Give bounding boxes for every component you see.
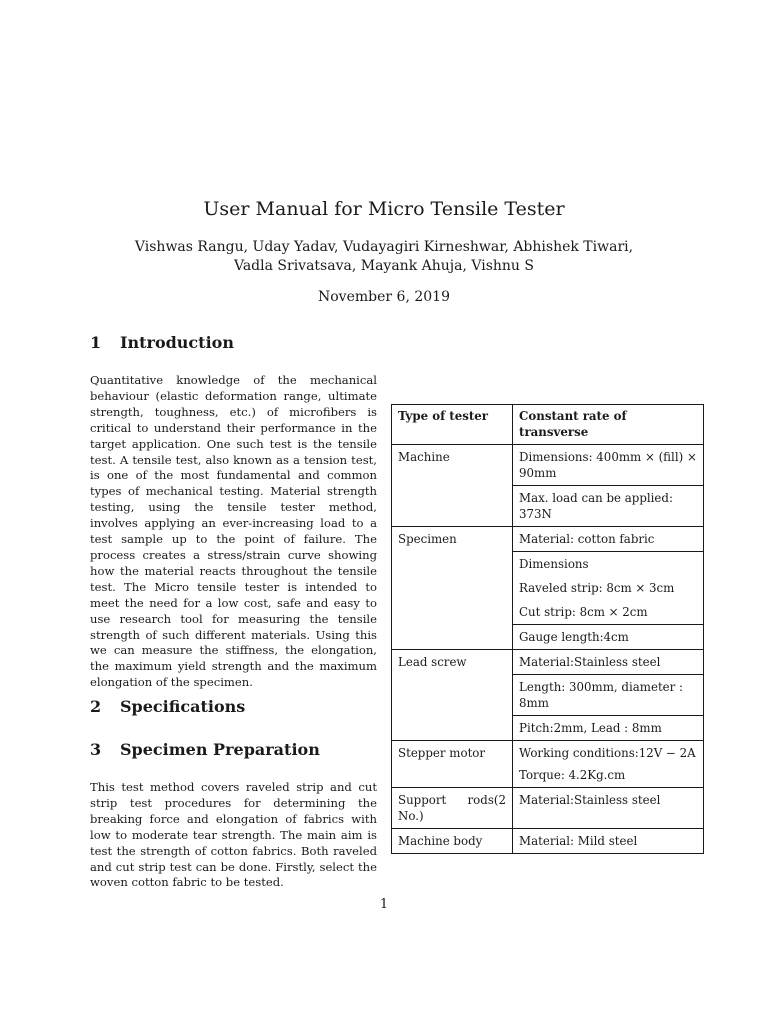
table-header-cell: Constant rate of transverse — [513, 405, 704, 445]
table-header-row — [392, 405, 704, 445]
table-row — [392, 650, 704, 675]
specifications-table — [391, 404, 704, 854]
author-list — [120, 238, 648, 276]
table-cell-component: Lead screw — [392, 650, 513, 741]
section-title: Specifications — [120, 697, 246, 716]
table-row — [392, 527, 704, 552]
section-title: Introduction — [120, 333, 234, 352]
section-number: 1 — [90, 333, 102, 352]
table-row — [392, 829, 704, 854]
table-cell-spec: Cut strip: 8cm × 2cm — [513, 598, 704, 625]
table-cell-spec: Pitch:2mm, Lead : 8mm — [513, 716, 704, 741]
table-row — [392, 741, 704, 788]
author-line-2: Vadla Srivatsava, Mayank Ahuja, Vishnu S — [234, 258, 534, 274]
section-number: 2 — [90, 697, 102, 716]
page-number: 1 — [379, 897, 389, 912]
table-cell-spec: Length: 300mm, diameter : 8mm — [513, 675, 704, 716]
section-number: 3 — [90, 740, 102, 759]
section-heading-introduction — [90, 332, 234, 354]
section-heading-specimen-preparation — [90, 739, 320, 761]
paper-title: User Manual for Micro Tensile Tester — [203, 198, 565, 220]
table-row — [392, 788, 704, 829]
table-cell-component: Machine — [392, 445, 513, 527]
table-cell-component: Stepper motor — [392, 741, 513, 788]
table-cell-spec: Raveled strip: 8cm × 3cm — [513, 574, 704, 598]
table-cell-spec: Gauge length:4cm — [513, 625, 704, 650]
section-heading-specifications — [90, 696, 245, 718]
table-cell-spec: Dimensions: 400mm × (fill) × 90mm — [513, 445, 704, 486]
table-cell-component: Support rods(2 No.) — [392, 788, 513, 829]
table-cell-spec: Material: Mild steel — [513, 829, 704, 854]
table-cell-spec: Material: cotton fabric — [513, 527, 704, 552]
section-title: Specimen Preparation — [120, 740, 320, 759]
table-cell-spec: Max. load can be applied: 373N — [513, 486, 704, 527]
publication-date: November 6, 2019 — [318, 289, 450, 305]
introduction-paragraph: Quantitative knowledge of the mechanical behaviour (elastic deformation range, ultimate strength, toughness, etc.) of microfibers is critical to understand their performance in the target application. One such test is the tensile test. A tensile test, also known as a tension test, is one of the most fundamental and common types of mechanical testing. Material strength testing, using the tensile tester method, involves applying an ever-increasing load to a test sample up to the point of failure. The process creates a stress/strain curve showing how the material reacts throughout the tensile test. The Micro tensile tester is intended to meet the need for a low cost, safe and easy to use research tool for measuring the tensile strength of such different materials. Using this we can measure the stiffness, the elongation, the maximum yield strength and the maximum elongation of the specimen. — [90, 373, 377, 690]
table-cell-spec: Material:Stainless steel — [513, 650, 704, 675]
table-row — [392, 445, 704, 486]
table-cell-spec — [513, 741, 704, 788]
table-cell-spec: Dimensions — [513, 552, 704, 575]
stepper-torque: Torque: 4.2Kg.cm — [519, 768, 626, 782]
author-line-1: Vishwas Rangu, Uday Yadav, Vudayagiri Kirneshwar, Abhishek Tiwari, — [134, 239, 634, 255]
specimen-preparation-paragraph: This test method covers raveled strip and cut strip test procedures for determining the breaking force and elongation of fabrics with low to moderate tear strength. The main aim is test the strength of cotton fabrics. Both raveled and cut strip test can be done. Firstly, select the woven cotton fabric to be tested. — [90, 780, 377, 890]
table-cell-spec: Material:Stainless steel — [513, 788, 704, 829]
table-cell-component: Machine body — [392, 829, 513, 854]
stepper-conditions: Working conditions:12V − 2A — [519, 746, 696, 760]
table-cell-component: Specimen — [392, 527, 513, 650]
table-header-cell: Type of tester — [392, 405, 513, 445]
